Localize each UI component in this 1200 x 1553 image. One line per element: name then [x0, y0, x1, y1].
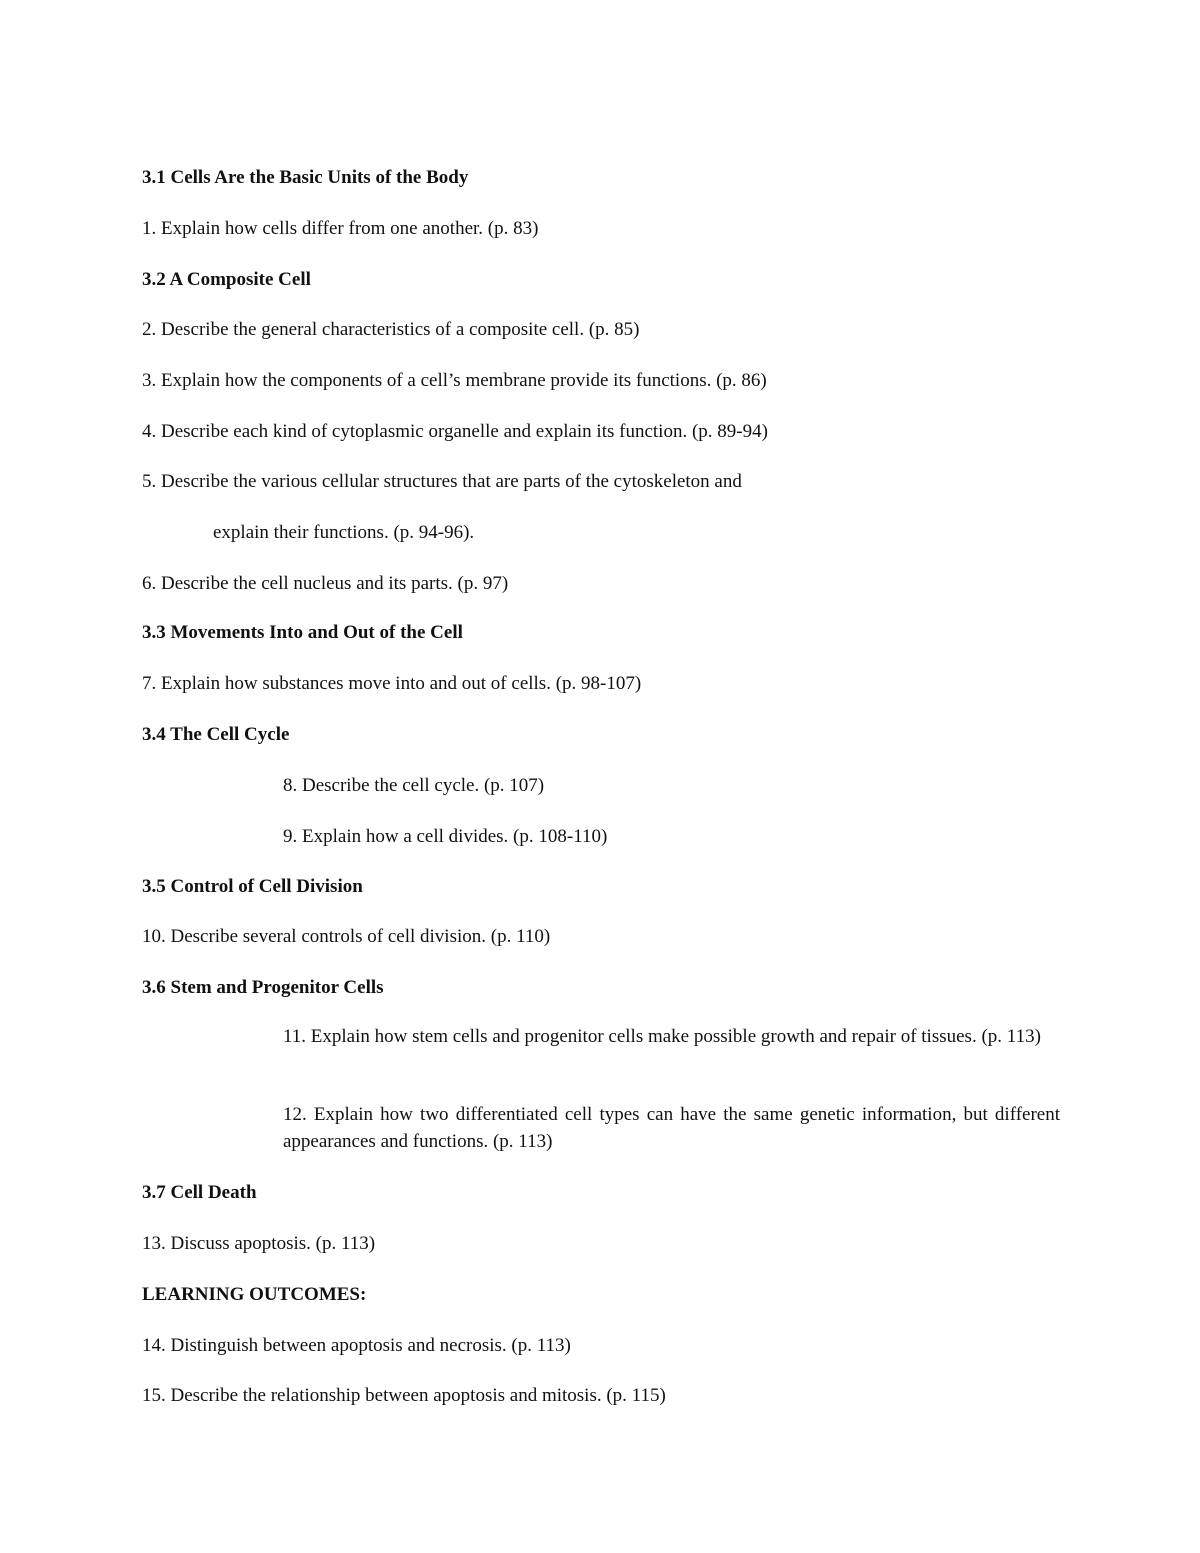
objective-item-7: 7. Explain how substances move into and out of cells. (p. 98-107) [142, 673, 642, 694]
section-heading-3-4: 3.4 The Cell Cycle [142, 724, 290, 745]
objective-item-2: 2. Describe the general characteristics of a composite cell. (p. 85) [142, 319, 640, 340]
section-heading-3-7: 3.7 Cell Death [142, 1182, 257, 1203]
section-heading-3-1: 3.1 Cells Are the Basic Units of the Body [142, 167, 469, 188]
objective-item-14: 14. Distinguish between apoptosis and necrosis. (p. 113) [142, 1335, 571, 1356]
objective-item-5: 5. Describe the various cellular structures that are parts of the cytoskeleton and [142, 471, 742, 492]
objective-item-8: 8. Describe the cell cycle. (p. 107) [283, 775, 545, 796]
objective-item-12: 12. Explain how two differentiated cell types can have the same genetic information, but different appearances and functions. (p. 113) [283, 1104, 1060, 1152]
section-heading-3-3: 3.3 Movements Into and Out of the Cell [142, 622, 463, 643]
section-heading-3-2: 3.2 A Composite Cell [142, 269, 311, 290]
objective-item-6: 6. Describe the cell nucleus and its parts. (p. 97) [142, 573, 509, 594]
objective-item-10: 10. Describe several controls of cell division. (p. 110) [142, 926, 551, 947]
objective-item-9: 9. Explain how a cell divides. (p. 108-110) [283, 826, 608, 847]
objective-item-4: 4. Describe each kind of cytoplasmic organelle and explain its function. (p. 89-94) [142, 421, 768, 442]
objective-item-1: 1. Explain how cells differ from one another. (p. 83) [142, 218, 539, 239]
section-heading-3-5: 3.5 Control of Cell Division [142, 876, 363, 897]
objective-item-13: 13. Discuss apoptosis. (p. 113) [142, 1233, 376, 1254]
objective-item-3: 3. Explain how the components of a cell’s membrane provide its functions. (p. 86) [142, 370, 767, 391]
objective-item-11: 11. Explain how stem cells and progenitor cells make possible growth and repair of tissues. (p. 113) [283, 1026, 1041, 1047]
objective-item-5-continuation: explain their functions. (p. 94-96). [213, 522, 475, 543]
section-heading-3-6: 3.6 Stem and Progenitor Cells [142, 977, 384, 998]
learning-outcomes-heading: LEARNING OUTCOMES: [142, 1284, 367, 1305]
objective-item-15: 15. Describe the relationship between apoptosis and mitosis. (p. 115) [142, 1385, 666, 1406]
